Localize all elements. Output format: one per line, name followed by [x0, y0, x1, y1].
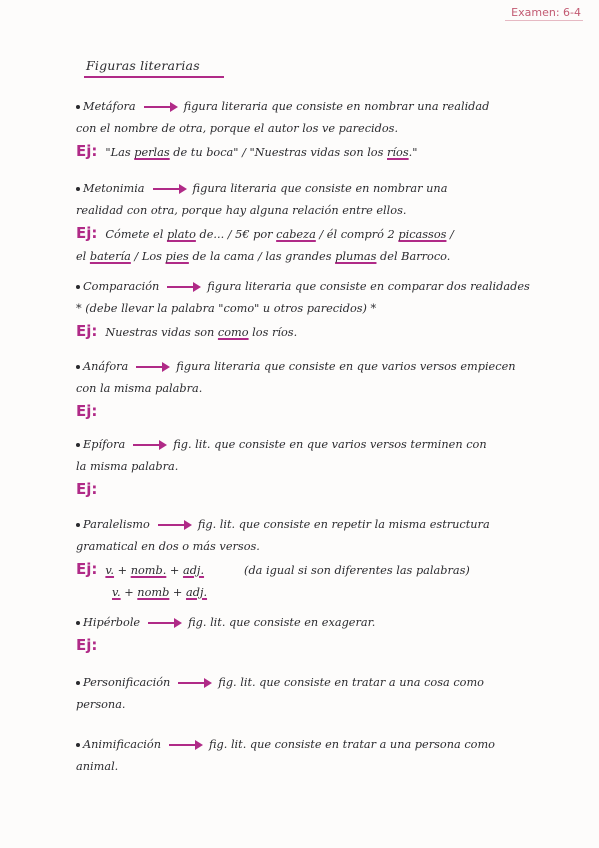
arrow-right-icon [153, 184, 187, 194]
example-label: Ej: [76, 402, 98, 420]
bullet-icon [76, 365, 80, 369]
example-text: / él compró 2 [315, 228, 399, 241]
term: Anáfora [83, 360, 129, 373]
page-title: Figuras literarias [86, 58, 200, 73]
example-label: Ej: [76, 480, 98, 498]
entry-animificacion [76, 734, 579, 778]
underlined-word: adj. [185, 586, 208, 599]
arrow-right-icon [144, 102, 178, 112]
entry-personificacion [76, 672, 579, 716]
underlined-word: pies [165, 250, 189, 263]
definition-line: fig. lit. que consiste en tratar a una persona como [209, 738, 495, 751]
definition-line: persona. [76, 698, 126, 711]
example-text: de... / 5€ por [195, 228, 277, 241]
bullet-icon [76, 187, 80, 191]
underlined-word: v. [112, 586, 121, 599]
example-label: Ej: [76, 560, 98, 578]
title-underline [84, 76, 224, 78]
entry-metafora [76, 96, 579, 164]
definition-line: fig. lit. que consiste en que varios versos terminen con [173, 438, 487, 451]
term: Personificación [83, 676, 171, 689]
example-text: "Las [105, 146, 135, 159]
underlined-word: perlas [134, 146, 170, 159]
entry-comparacion [76, 276, 579, 344]
term: Epífora [83, 438, 126, 451]
example-text: + [120, 586, 138, 599]
underlined-word: batería [89, 250, 131, 263]
term: Metáfora [83, 100, 136, 113]
example-text: + [169, 586, 186, 599]
example-text: de la cama / las grandes [188, 250, 336, 263]
side-note: (da igual si son diferentes las palabras) [244, 564, 470, 577]
example-label: Ej: [76, 224, 98, 242]
entry-hiperbole [76, 612, 579, 658]
arrow-right-icon [158, 520, 192, 530]
bullet-icon [76, 443, 80, 447]
term: Hipérbole [83, 616, 141, 629]
definition-line: fig. lit. que consiste en exagerar. [188, 616, 376, 629]
arrow-right-icon [148, 618, 182, 628]
example-text: Nuestras vidas son [105, 326, 218, 339]
definition-line: con la misma palabra. [76, 382, 203, 395]
term: Animificación [83, 738, 161, 751]
arrow-right-icon [136, 362, 170, 372]
arrow-right-icon [169, 740, 203, 750]
bullet-icon [76, 743, 80, 747]
underlined-word: adj. [182, 564, 205, 577]
definition-line: realidad con otra, porque hay alguna relación entre ellos. [76, 204, 407, 217]
definition-line: con el nombre de otra, porque el autor los ve parecidos. [76, 122, 399, 135]
definition-line: figura literaria que consiste en comparar dos realidades [207, 280, 530, 293]
entry-metonimia [76, 178, 579, 268]
definition-line: figura literaria que consiste en que varios versos empiecen [176, 360, 516, 373]
example-label: Ej: [76, 322, 98, 340]
example-text: / [446, 228, 454, 241]
example-text: ." [408, 146, 418, 159]
underlined-word: v. [105, 564, 115, 577]
example-text: Cómete el [105, 228, 167, 241]
underlined-word: nomb. [130, 564, 167, 577]
underlined-word: cabeza [276, 228, 316, 241]
bullet-icon [76, 523, 80, 527]
arrow-right-icon [178, 678, 212, 688]
exam-label: Examen: 6-4 [505, 6, 583, 21]
example-text: de tu boca" / "Nuestras vidas son los [169, 146, 387, 159]
example-text: / Los [130, 250, 166, 263]
term: Paralelismo [83, 518, 150, 531]
definition-line: * (debe llevar la palabra "como" u otros parecidos) * [76, 302, 377, 315]
arrow-right-icon [167, 282, 201, 292]
underlined-word: ríos [387, 146, 409, 159]
arrow-right-icon [133, 440, 167, 450]
entry-anafora [76, 356, 579, 424]
example-label: Ej: [76, 636, 98, 654]
underlined-word: como [217, 326, 249, 339]
definition-line: gramatical en dos o más versos. [76, 540, 260, 553]
definition-line: fig. lit. que consiste en tratar a una cosa como [218, 676, 484, 689]
underlined-word: nomb [137, 586, 170, 599]
definition-line: figura literaria que consiste en nombrar una [192, 182, 448, 195]
definition-line: fig. lit. que consiste en repetir la misma estructura [197, 518, 490, 531]
bullet-icon [76, 285, 80, 289]
term: Metonimia [83, 182, 145, 195]
example-label: Ej: [76, 142, 98, 160]
example-text: el [76, 250, 90, 263]
definition-line: animal. [76, 760, 119, 773]
example-text: los ríos. [248, 326, 298, 339]
definition-line: la misma palabra. [76, 460, 179, 473]
entry-epifora [76, 434, 579, 502]
entry-paralelismo [76, 514, 579, 604]
underlined-word: plato [166, 228, 196, 241]
example-text: + [114, 564, 131, 577]
example-text: + [166, 564, 183, 577]
bullet-icon [76, 105, 80, 109]
bullet-icon [76, 681, 80, 685]
underlined-word: plumas [335, 250, 377, 263]
bullet-icon [76, 621, 80, 625]
definition-line: figura literaria que consiste en nombrar una realidad [183, 100, 490, 113]
underlined-word: picassos [398, 228, 447, 241]
term: Comparación [83, 280, 160, 293]
example-text: del Barroco. [376, 250, 451, 263]
